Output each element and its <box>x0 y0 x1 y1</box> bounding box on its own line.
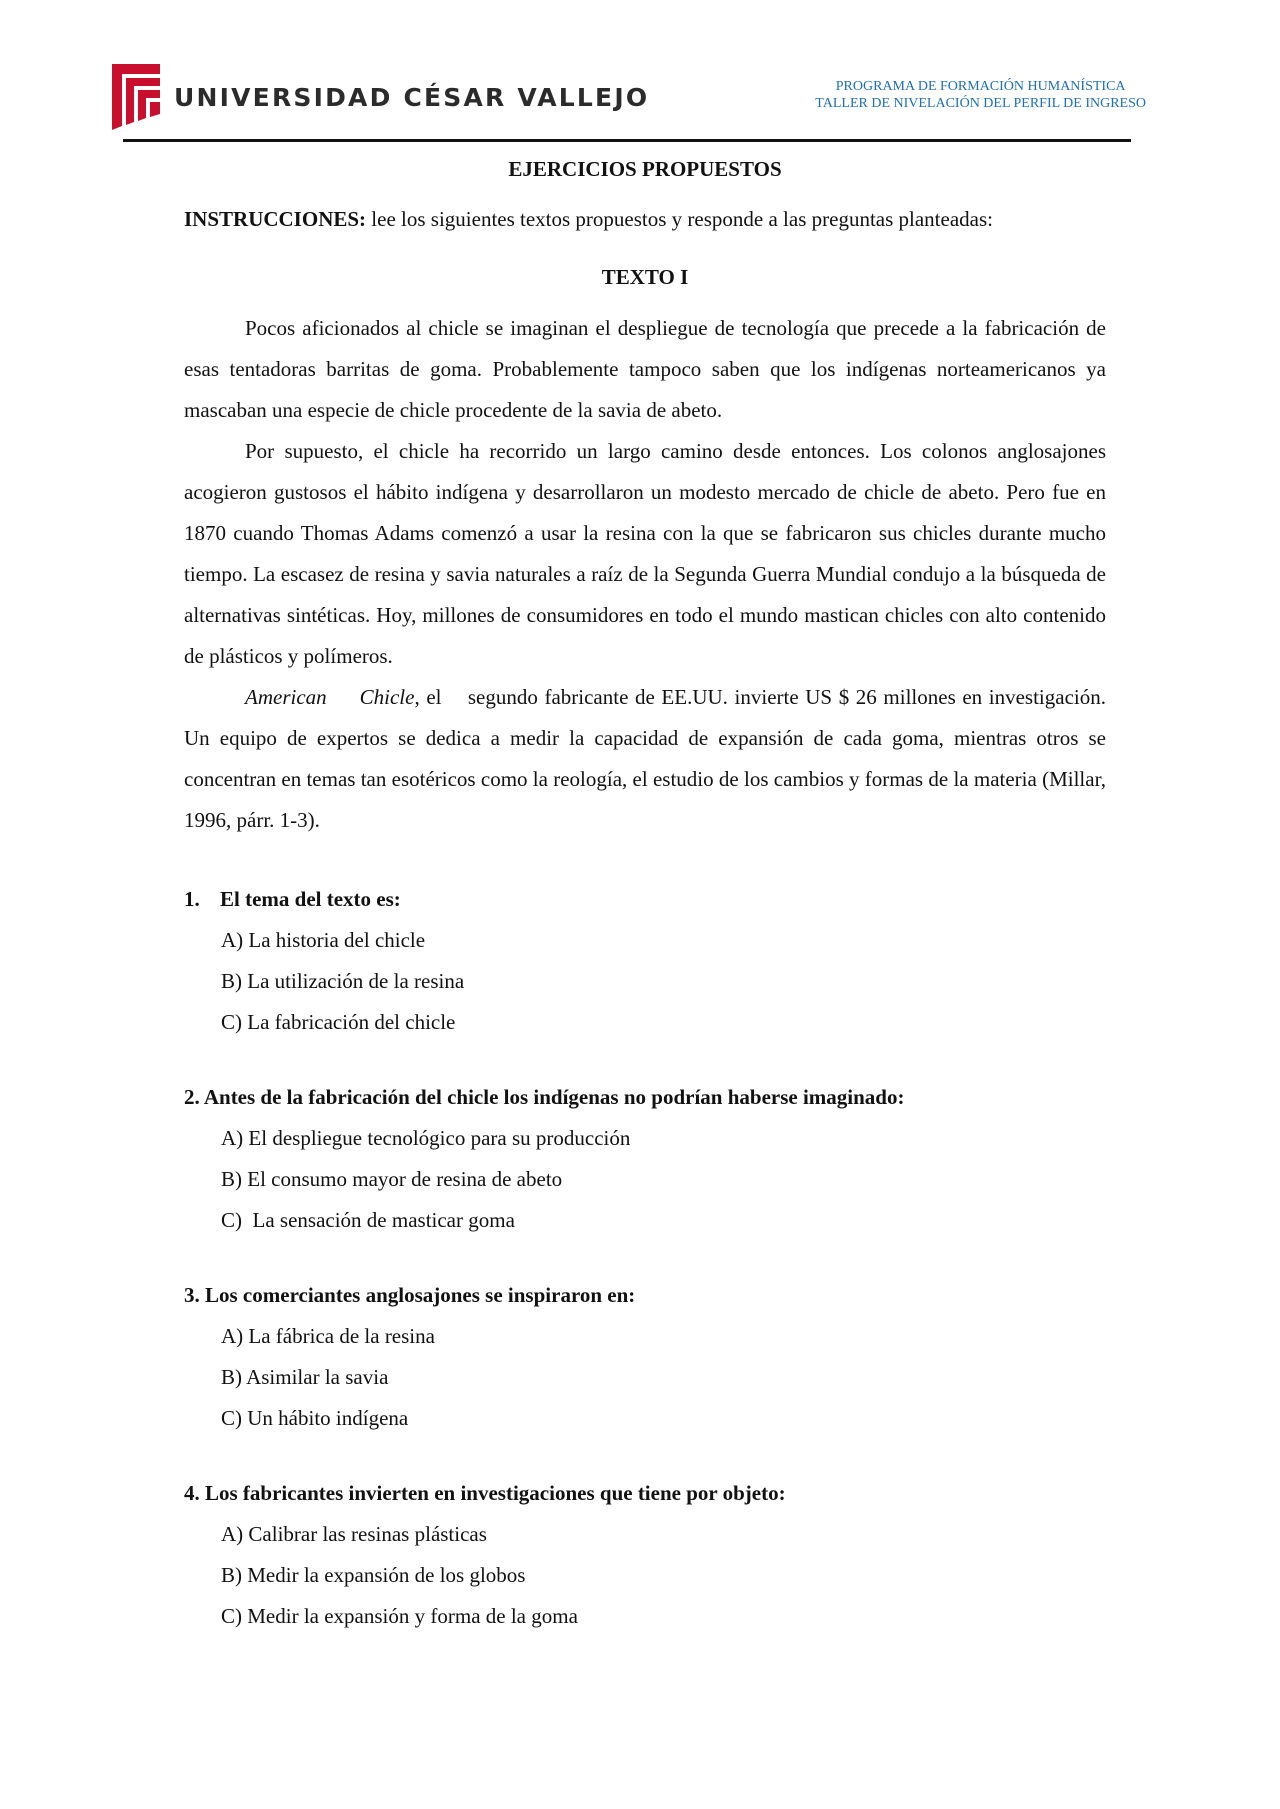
paragraph: Por supuesto, el chicle ha recorrido un largo camino desde entonces. Los colonos anglosajones acogieron gustosos el hábito indígena y desarrollaron un modesto mercado de chicle de abeto. Pero fue en 1870 cuando Thomas Adams comenzó a usar la resina con la que se fabricaron sus chicles durante mucho tiempo. La escasez de resina y savia naturales a raíz de la Segunda Guerra Mundial condujo a la búsqueda de alternativas sintéticas. Hoy, millones de consumidores en todo el mundo mastican chicles con alto contenido de plásticos y polímeros. <box>184 439 1106 668</box>
document-body <box>184 150 1112 1637</box>
program-header <box>815 78 1146 112</box>
question-text: El tema del texto es: <box>220 887 401 911</box>
text-title: TEXTO I <box>601 265 689 289</box>
paragraph-text: , el segundo fabricante de EE.UU. invierte US $ 26 millones en investigación. Un equipo de expertos se dedica a medir la capacidad de expansión de cada goma, mientras otros se concentran en temas tan esotéricos como la reología, el estudio de los cambios y formas de la materia (Millar, 1996, párr. 1-3). <box>184 685 1112 832</box>
question-number: 3. <box>184 1283 200 1307</box>
reading-text <box>184 308 1112 841</box>
answer-option: A) Calibrar las resinas plásticas <box>221 1522 487 1546</box>
program-line-1: PROGRAMA DE FORMACIÓN HUMANÍSTICA <box>835 79 1126 94</box>
question-2 <box>184 1077 1106 1241</box>
answer-option: A) La fábrica de la resina <box>221 1324 435 1348</box>
answer-option: B) Asimilar la savia <box>221 1365 389 1389</box>
question-number: 2. <box>184 1085 200 1109</box>
question-number: 4. <box>184 1481 200 1505</box>
answer-option: A) El despliegue tecnológico para su producción <box>221 1126 631 1150</box>
paragraph: Pocos aficionados al chicle se imaginan el despliegue de tecnología que precede a la fabricación de esas tentadoras barritas de goma. Probablemente tampoco saben que los indígenas norteamericanos ya mascaban una especie de chicle procedente de la savia de abeto. <box>184 316 1106 422</box>
university-name: UNIVERSIDAD CÉSAR VALLEJO <box>174 82 650 112</box>
page-title: EJERCICIOS PROPUESTOS <box>508 157 782 181</box>
answer-option: B) El consumo mayor de resina de abeto <box>221 1167 563 1191</box>
paragraph-italic: American Chicle <box>245 685 415 709</box>
answer-option: C) La sensación de masticar goma <box>221 1208 515 1232</box>
answer-option: C) La fabricación del chicle <box>221 1010 456 1034</box>
answer-option: B) La utilización de la resina <box>221 969 465 993</box>
question-text: Los fabricantes invierten en investigaciones que tiene por objeto: <box>205 1481 786 1505</box>
answer-option: C) Un hábito indígena <box>221 1406 409 1430</box>
program-line-2: TALLER DE NIVELACIÓN DEL PERFIL DE INGRESO <box>815 96 1146 111</box>
answer-option: B) Medir la expansión de los globos <box>221 1563 526 1587</box>
header-divider <box>123 139 1131 142</box>
instructions-text: lee los siguientes textos propuestos y responde a las preguntas planteadas: <box>366 207 993 231</box>
ucv-crest-icon <box>112 64 160 130</box>
instructions <box>184 204 1106 234</box>
instructions-label: INSTRUCCIONES: <box>184 207 367 231</box>
answer-option: C) Medir la expansión y forma de la goma <box>221 1604 578 1628</box>
question-4 <box>184 1473 1106 1637</box>
question-1 <box>184 879 1106 1043</box>
question-text: Antes de la fabricación del chicle los indígenas no podrían haberse imaginado: <box>203 1085 905 1109</box>
answer-option: A) La historia del chicle <box>221 928 426 952</box>
paragraph <box>184 677 1112 841</box>
question-3 <box>184 1275 1106 1439</box>
question-text: Los comerciantes anglosajones se inspiraron en: <box>205 1283 636 1307</box>
question-number: 1. <box>184 887 200 911</box>
university-logo <box>112 62 649 132</box>
